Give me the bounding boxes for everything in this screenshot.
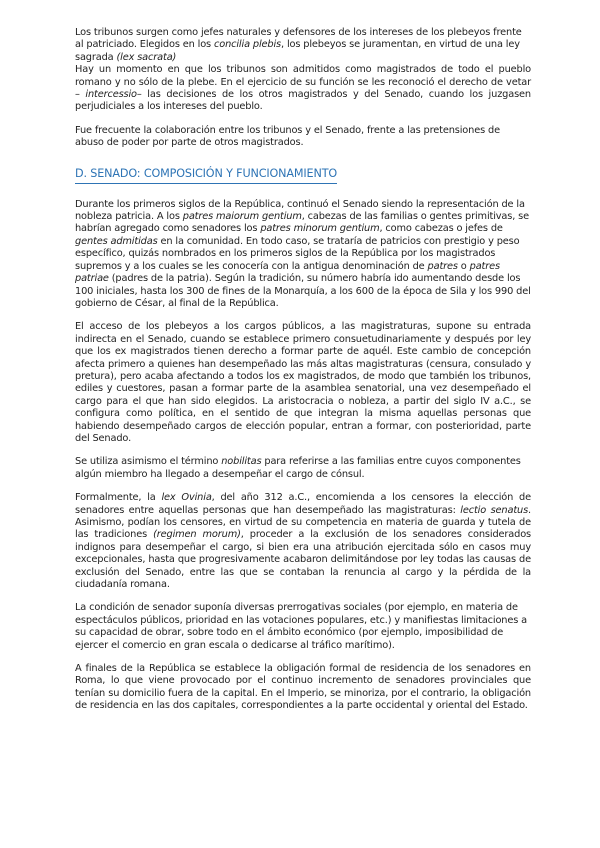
paragraph-lex-ovinia: Formalmente, la lex Ovinia, del año 312 a.C., encomienda a los censores la elección de senadores entre aquellas personas que han desempeñado las magistraturas: lectio senatus. Asimismo, podían los censores, en virtud de su competencia en materia de guarda y tutela de las tradiciones (regimen morum), proceder a la exclusión de los senadores considerados indignos para desempeñar el cargo, si bien era una atribución ejercitada sólo en casos muy excepcionales, hasta que progresivamente acabaron delimitándose por ley todas las causas de exclusión del Senado, entre las que se contaban la renuncia al cargo y la pérdida de la ciudadanía romana.	[75, 492, 532, 591]
section-heading-wrap	[75, 161, 531, 190]
paragraph-acceso-plebeyos: El acceso de los plebeyos a los cargos públicos, a las magistraturas, supone su entrada indirecta en el Senado, cuando se establece primero consuetudinariamente y después por ley que los ex magistrados tienen derecho a formar parte de aquél. Este cambio de concepción afecta primero a quienes han desempeñado las más altas magistraturas (censura, consulado y pretura), pero acaba afectando a todos los ex magistrados, de modo que también los tribunos, ediles y cuestores, pasan a formar parte de la asamblea senatorial, una vez desempeñado el cargo para el que han sido elegidos. La aristocracia o nobleza, a partir del siglo IV a.C., se configura como política, en el sentido de que integran la misma aquellas personas que habiendo desempeñado cargos de elección popular, entran a formar, con posterioridad, parte del Senado.	[75, 321, 531, 444]
paragraph-senado-origen: Durante los primeros siglos de la República, continuó el Senado siendo la representación de la nobleza patricia. A los patres maiorum gentium, cabezas de las familias o gentes primitivas, se habrían agregado como senadores los patres minorum gentium, como cabezas o jefes de gentes admitidas en la comunidad. En todo caso, se trataría de patricios con prestigio y peso específico, quizás nombrados en los primeros siglos de la República por los magistrados supremos y a los cuales se les conocería con la antigua denominación de patres o patres patriae (padres de la patria). Según la tradición, su número habría ido aumentando desde los 100 iniciales, hasta los 300 de fines de la Monarquía, a los 600 de la época de Sila y los 990 del gobierno de César, al final de la República.	[75, 198, 531, 309]
paragraph-tribunos-magistrados: Hay un momento en que los tribunos son admitidos como magistrados de todo el pueblo romano y no sólo de la plebe. En el ejercicio de su función se les reconoció el derecho de vetar – intercessio– las decisiones de los otros magistrados y del Senado, cuando los juzgasen perjudiciales a los intereses del pueblo.	[75, 64, 531, 113]
document-body	[75, 27, 531, 724]
paragraph-residencia: A finales de la República se establece la obligación formal de residencia de los senadores en Roma, lo que viene provocado por el continuo incremento de senadores provinciales que tenían su domicilio fuera de la capital. En el Imperio, se minoriza, por el contrario, la obligación de residencia en las dos capitales, correspondientes a la parte occidental y oriental del Estado.	[75, 663, 531, 712]
section-heading: D. SENADO: COMPOSICIÓN Y FUNCIONAMIENTO	[75, 167, 337, 184]
paragraph-nobilitas: Se utiliza asimismo el término nobilitas para referirse a las familias entre cuyos componentes algún miembro ha llegado a desempeñar el cargo de cónsul.	[75, 456, 521, 480]
paragraph-colaboracion-senado: Fue frecuente la colaboración entre los tribunos y el Senado, frente a las pretensiones de abuso de poder por parte de otros magistrados.	[75, 124, 500, 149]
paragraph-tribunos-origen: Los tribunos surgen como jefes naturales y defensores de los intereses de los plebeyos frente al patriciado. Elegidos en los concilia plebis, los plebeyos se juramentan, en virtud de una ley sagrada (lex sacrata)	[75, 27, 522, 63]
paragraph-condicion-senador: La condición de senador suponía diversas prerrogativas sociales (por ejemplo, en materia de espectáculos públicos, prioridad en las votaciones populares, etc.) y manifiestas limitaciones a su capacidad de obrar, sobre todo en el ámbito económico (por ejemplo, imposibilidad de ejercer el comercio en gran escala o dedicarse al tráfico marítimo).	[75, 602, 528, 651]
